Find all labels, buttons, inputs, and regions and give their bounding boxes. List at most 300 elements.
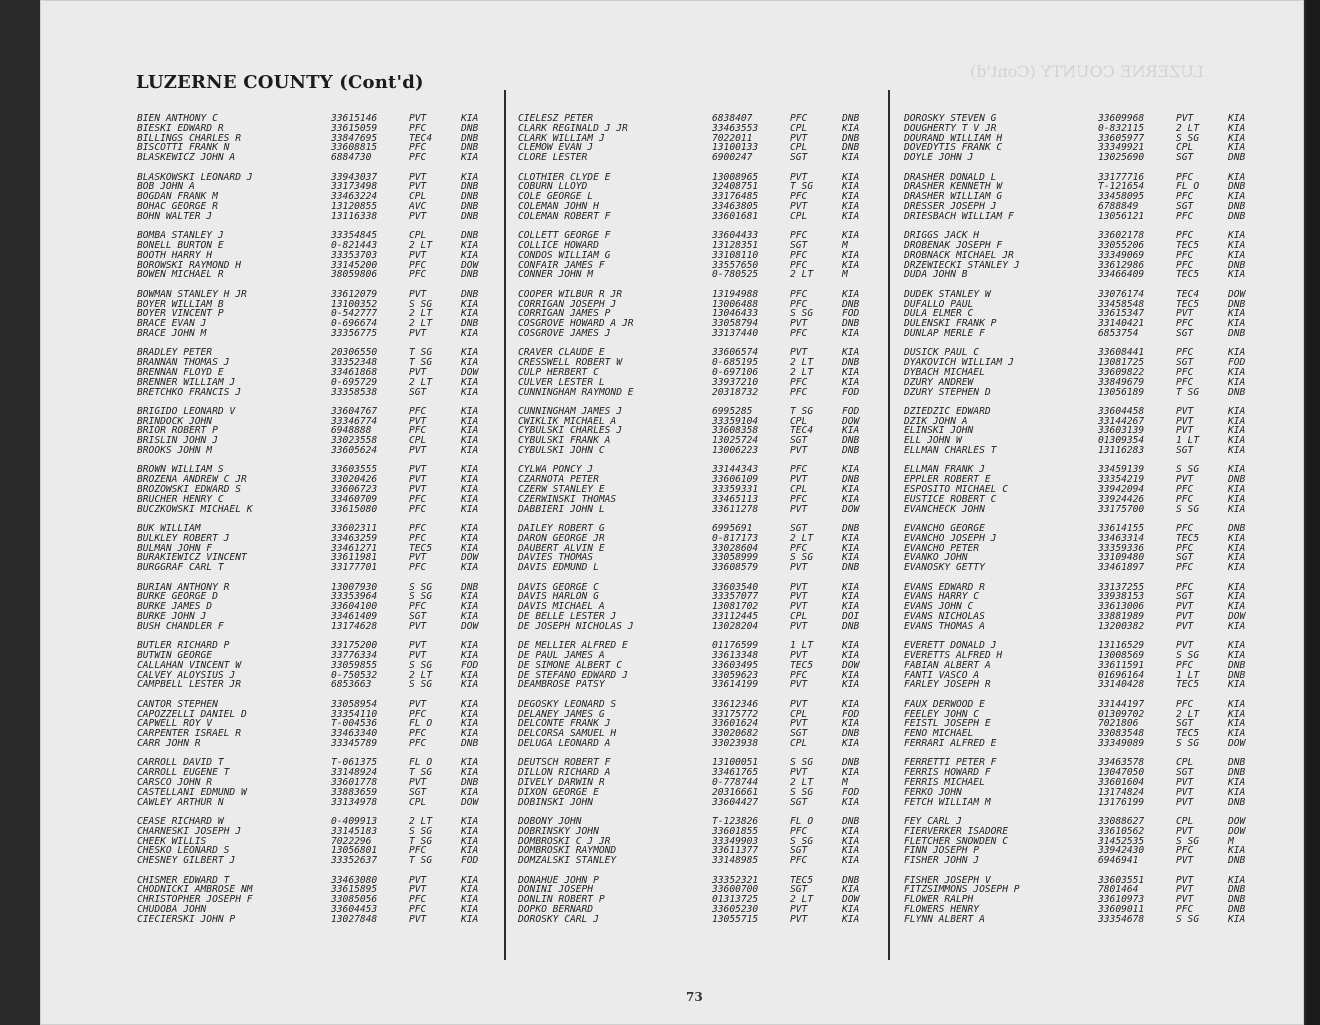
rank: 2 LT — [409, 376, 433, 388]
rank: PVT — [1176, 894, 1194, 906]
serial-number: 33463259 — [331, 532, 378, 544]
serial-number: 33148985 — [712, 855, 759, 867]
rank: S SG — [409, 581, 433, 593]
name: DRASHER DONALD L — [904, 171, 997, 183]
serial-number: 33349903 — [712, 835, 759, 847]
name: CRESSWELL ROBERT W — [518, 357, 622, 369]
status: KIA — [842, 718, 860, 730]
name: BURGGRAF CARL T — [137, 562, 224, 574]
name: CAWLEY ARTHUR N — [137, 796, 224, 808]
rank: SGT — [1176, 200, 1194, 212]
status: KIA — [461, 786, 479, 798]
serial-number: 13056189 — [1098, 386, 1145, 398]
rank: PVT — [409, 552, 427, 564]
status: DNB — [842, 620, 860, 632]
name: DOMBROSKI RAYMOND — [518, 845, 617, 857]
rank: S SG — [409, 298, 433, 310]
status: DNB — [1228, 669, 1246, 681]
status: KIA — [842, 679, 860, 691]
rank: TEC5 — [1176, 532, 1200, 544]
rank: S SG — [409, 825, 433, 837]
status: KIA — [461, 894, 479, 906]
status: DNB — [842, 728, 860, 740]
rank: T SG — [790, 181, 814, 193]
name: BURIAN ANTHONY R — [137, 581, 230, 593]
status: KIA — [1228, 493, 1246, 505]
status: DNB — [461, 288, 479, 300]
rank: PVT — [790, 620, 808, 632]
name: CHESKO LEONARD S — [137, 845, 230, 857]
name: BRACE JOHN M — [137, 327, 207, 339]
roster-group — [518, 173, 878, 222]
rank: PVT — [1176, 611, 1194, 623]
name: FANTI VASCO A — [904, 669, 980, 681]
rank: CPL — [409, 191, 427, 203]
status: DNB — [461, 200, 479, 212]
serial-number: 33058999 — [712, 552, 759, 564]
serial-number: 33354678 — [1098, 913, 1145, 925]
name: BRANNAN THOMAS J — [137, 357, 230, 369]
rank: PVT — [409, 445, 427, 457]
serial-number: 33601604 — [1098, 776, 1145, 788]
serial-number: 33173498 — [331, 181, 378, 193]
serial-number: 33615895 — [331, 884, 378, 896]
status: DNB — [1228, 327, 1246, 339]
serial-number: 33604453 — [331, 903, 378, 915]
rank: PVT — [1176, 601, 1194, 613]
serial-number: 33458095 — [1098, 191, 1145, 203]
name: DAVIS HARLON G — [518, 591, 599, 603]
name: DZIEDZIC EDWARD — [904, 405, 991, 417]
status: KIA — [461, 611, 479, 623]
roster-entry — [137, 270, 497, 280]
name: DE BELLE LESTER J — [518, 611, 617, 623]
serial-number: 0-817173 — [712, 532, 759, 544]
rank: 2 LT — [409, 239, 433, 251]
rank: SGT — [790, 728, 808, 740]
serial-number: 7801464 — [1098, 884, 1139, 896]
serial-number: 33356775 — [331, 327, 378, 339]
serial-number: 33463314 — [1098, 532, 1145, 544]
roster-group — [904, 524, 1264, 573]
serial-number: 33606723 — [331, 484, 378, 496]
rank: SGT — [409, 386, 427, 398]
roster-group — [137, 876, 497, 925]
serial-number: 33608579 — [712, 562, 759, 574]
rank: PVT — [1176, 474, 1194, 486]
name: BULMAN JOHN F — [137, 542, 213, 554]
name: BOHAC GEORGE R — [137, 200, 218, 212]
roster-entry — [904, 446, 1264, 456]
rank: 2 LT — [1176, 122, 1200, 134]
status: KIA — [461, 523, 479, 535]
rank: PVT — [1176, 620, 1194, 632]
rank: PVT — [790, 132, 808, 144]
status: KIA — [461, 835, 479, 847]
serial-number: 0-542777 — [331, 308, 378, 320]
status: KIA — [461, 171, 479, 183]
serial-number: 33023558 — [331, 435, 378, 447]
name: DIXON GEORGE E — [518, 786, 599, 798]
name: FENO MICHAEL — [904, 728, 974, 740]
name: DYBACH MICHAEL — [904, 366, 985, 378]
name: DUDEK STANLEY W — [904, 288, 991, 300]
serial-number: 0-832115 — [1098, 122, 1145, 134]
status: DNB — [1228, 757, 1246, 769]
name: CARROLL EUGENE T — [137, 767, 230, 779]
roster-entry — [137, 329, 497, 339]
name: DAUBERT ALVIN E — [518, 542, 605, 554]
rank: SGT — [790, 435, 808, 447]
name: BOYER VINCENT P — [137, 308, 224, 320]
rank: S SG — [1176, 835, 1200, 847]
name: CYLWA PONCY J — [518, 464, 594, 476]
name: BIESKI EDWARD R — [137, 122, 224, 134]
name: CZERWINSKI THOMAS — [518, 493, 617, 505]
status: KIA — [842, 640, 860, 652]
roster-group — [904, 407, 1264, 456]
rank: S SG — [790, 308, 814, 320]
roster-entry — [137, 153, 497, 163]
status: KIA — [1228, 191, 1246, 203]
rank: T SG — [1176, 386, 1200, 398]
name: EVANS HARRY C — [904, 591, 980, 603]
serial-number: 13025724 — [712, 435, 759, 447]
name: DEGOSKY LEONARD S — [518, 698, 617, 710]
name: EVANS JOHN C — [904, 601, 974, 613]
rank: FL O — [409, 718, 433, 730]
name: ELINSKI JOHN — [904, 425, 974, 437]
rank: PVT — [790, 171, 808, 183]
rank: PVT — [1176, 884, 1194, 896]
status: KIA — [461, 298, 479, 310]
status: KIA — [461, 308, 479, 320]
status: KIA — [842, 581, 860, 593]
rank: PFC — [1176, 845, 1194, 857]
rank: PVT — [790, 698, 808, 710]
serial-number: 33085056 — [331, 894, 378, 906]
status: DNB — [1228, 884, 1246, 896]
status: DNB — [1228, 200, 1246, 212]
status: KIA — [1228, 562, 1246, 574]
rank: 1 LT — [790, 640, 814, 652]
status: DOW — [461, 259, 479, 271]
status: DNB — [1228, 894, 1246, 906]
roster-entry — [904, 622, 1264, 632]
roster-group — [518, 348, 878, 397]
name: CZARNOTA PETER — [518, 474, 599, 486]
serial-number: 33357077 — [712, 591, 759, 603]
name: DELANEY JAMES G — [518, 708, 605, 720]
serial-number: 33023938 — [712, 737, 759, 749]
serial-number: 33601855 — [712, 825, 759, 837]
name: BRUCHER HENRY C — [137, 493, 224, 505]
serial-number: 13116283 — [1098, 445, 1145, 457]
name: DIVELY DARWIN R — [518, 776, 605, 788]
status: KIA — [461, 152, 479, 164]
rank: PVT — [1176, 796, 1194, 808]
rank: SGT — [409, 611, 427, 623]
serial-number: 33612079 — [331, 288, 378, 300]
status: KIA — [461, 718, 479, 730]
roster-group — [904, 583, 1264, 632]
name: DE SIMONE ALBERT C — [518, 659, 622, 671]
name: FAUX DERWOOD E — [904, 698, 985, 710]
roster-group — [518, 524, 878, 573]
name: EPPLER ROBERT E — [904, 474, 991, 486]
serial-number: 33942430 — [1098, 845, 1145, 857]
status: KIA — [1228, 249, 1246, 261]
name: DAVIS GEORGE C — [518, 581, 599, 593]
roster-entry — [904, 505, 1264, 515]
serial-number: 33176485 — [712, 191, 759, 203]
status: KIA — [842, 259, 860, 271]
serial-number: 13174628 — [331, 620, 378, 632]
rank: TEC5 — [409, 542, 433, 554]
name: DE MELLIER ALFRED E — [518, 640, 628, 652]
status: KIA — [461, 327, 479, 339]
rank: PFC — [1176, 562, 1194, 574]
roster-group — [904, 758, 1264, 807]
rank: PFC — [1176, 249, 1194, 261]
serial-number: 33615347 — [1098, 308, 1145, 320]
rank: PFC — [790, 259, 808, 271]
serial-number: 33606109 — [712, 474, 759, 486]
rank: 2 LT — [1176, 708, 1200, 720]
status: DNB — [842, 142, 860, 154]
serial-number: 33148924 — [331, 767, 378, 779]
rank: PVT — [790, 200, 808, 212]
serial-number: 33359331 — [712, 484, 759, 496]
status: KIA — [461, 728, 479, 740]
name: DRIGGS JACK H — [904, 230, 980, 242]
rank: SGT — [1176, 767, 1194, 779]
name: EVANCHO GEORGE — [904, 523, 985, 535]
roster-group — [518, 407, 878, 456]
status: KIA — [1228, 552, 1246, 564]
name: BURKE JOHN J — [137, 611, 207, 623]
status: KIA — [461, 493, 479, 505]
name: DRESSER JOSEPH J — [904, 200, 997, 212]
rank: PVT — [790, 347, 808, 359]
roster-entry — [137, 563, 497, 573]
serial-number: 33461409 — [331, 611, 378, 623]
serial-number: 6853754 — [1098, 327, 1139, 339]
status: DOW — [1228, 737, 1246, 749]
name: CAMPBELL LESTER JR — [137, 679, 241, 691]
serial-number: 13006223 — [712, 445, 759, 457]
serial-number: 33353964 — [331, 591, 378, 603]
status: KIA — [842, 903, 860, 915]
roster-entry — [518, 153, 878, 163]
rank: PVT — [1176, 308, 1194, 320]
rank: SGT — [1176, 552, 1194, 564]
roster-entry — [904, 680, 1264, 690]
name: CONFAIR JAMES F — [518, 259, 605, 271]
status: KIA — [1228, 620, 1246, 632]
roster-group — [518, 817, 878, 866]
roster-entry — [137, 915, 497, 925]
serial-number: 33458548 — [1098, 298, 1145, 310]
name: CORRIGAN JAMES P — [518, 308, 611, 320]
status: DNB — [1228, 474, 1246, 486]
rank: PFC — [790, 855, 808, 867]
rank: CPL — [790, 737, 808, 749]
status: DNB — [842, 874, 860, 886]
rank: T SG — [409, 347, 433, 359]
serial-number: 33601624 — [712, 718, 759, 730]
status: KIA — [1228, 581, 1246, 593]
status: DNB — [1228, 903, 1246, 915]
name: BRISLIN JOHN J — [137, 435, 218, 447]
roster-group — [137, 465, 497, 514]
roster-entry — [904, 270, 1264, 280]
status: KIA — [842, 200, 860, 212]
rank: S SG — [409, 679, 433, 691]
rank: TEC5 — [1176, 679, 1200, 691]
serial-number: 33613006 — [1098, 601, 1145, 613]
roster-entry — [518, 388, 878, 398]
serial-number: 33609011 — [1098, 903, 1145, 915]
rank: 2 LT — [790, 894, 814, 906]
name: DRIESBACH WILLIAM F — [904, 210, 1014, 222]
rank: PFC — [409, 269, 427, 281]
serial-number: 33020682 — [712, 728, 759, 740]
serial-number: 33776334 — [331, 650, 378, 661]
roster-group — [137, 173, 497, 222]
serial-number: 33849679 — [1098, 376, 1145, 388]
status: KIA — [461, 562, 479, 574]
serial-number: 33358538 — [331, 386, 378, 398]
rank: SGT — [790, 884, 808, 896]
rank: 2 LT — [409, 318, 433, 330]
roster-group — [137, 290, 497, 339]
serial-number: 33466409 — [1098, 269, 1145, 281]
scan-edge — [1306, 0, 1320, 1025]
serial-number: 6853663 — [331, 679, 372, 691]
serial-number: 13006488 — [712, 298, 759, 310]
serial-number: 6995285 — [712, 405, 753, 417]
column-divider — [888, 90, 890, 960]
rank: PFC — [1176, 523, 1194, 535]
roster-entry — [518, 739, 878, 749]
status: FOD — [1228, 357, 1246, 369]
status: KIA — [842, 835, 860, 847]
serial-number: 6995691 — [712, 523, 753, 535]
serial-number: 33602311 — [331, 523, 378, 535]
status: KIA — [461, 903, 479, 915]
status: KIA — [1228, 122, 1246, 134]
rank: PVT — [409, 640, 427, 652]
roster-entry — [137, 739, 497, 749]
serial-number: 13128351 — [712, 239, 759, 251]
serial-number: 33881989 — [1098, 611, 1145, 623]
name: ELL JOHN W — [904, 435, 962, 447]
serial-number: 33349069 — [1098, 249, 1145, 261]
status: KIA — [461, 376, 479, 388]
serial-number: 33352321 — [712, 874, 759, 886]
status: KIA — [842, 230, 860, 242]
name: DOURAND WILLIAM H — [904, 132, 1003, 144]
roster-group — [137, 817, 497, 866]
status: DNB — [842, 474, 860, 486]
status: DNB — [842, 815, 860, 827]
serial-number: 6838407 — [712, 113, 753, 124]
status: KIA — [842, 796, 860, 808]
serial-number: 33614155 — [1098, 523, 1145, 535]
status: KIA — [461, 601, 479, 613]
status: KIA — [461, 650, 479, 661]
name: CHESNEY GILBERT J — [137, 855, 236, 867]
name: COLEMAN ROBERT F — [518, 210, 611, 222]
name: CYBULSKI CHARLES J — [518, 425, 622, 437]
name: CARPENTER ISRAEL R — [137, 728, 241, 740]
status: KIA — [1228, 239, 1246, 251]
name: BUCZKOWSKI MICHAEL K — [137, 503, 253, 515]
serial-number: 33134978 — [331, 796, 378, 808]
rank: PFC — [790, 464, 808, 476]
name: BURKE JAMES D — [137, 601, 213, 613]
roster-entry — [518, 212, 878, 222]
roster-entry — [518, 505, 878, 515]
name: CHUDOBA JOHN — [137, 903, 207, 915]
name: DONLIN ROBERT P — [518, 894, 605, 906]
name: CALVEY ALOYSIUS J — [137, 669, 236, 681]
serial-number: 33076174 — [1098, 288, 1145, 300]
serial-number: 13008569 — [1098, 650, 1145, 661]
serial-number: 33463553 — [712, 122, 759, 134]
name: DULENSKI FRANK P — [904, 318, 997, 330]
rank: PFC — [409, 737, 427, 749]
serial-number: 13056801 — [331, 845, 378, 857]
name: EVANS NICHOLAS — [904, 611, 985, 623]
status: KIA — [842, 425, 860, 437]
name: COLLICE HOWARD — [518, 239, 599, 251]
serial-number: 13120855 — [331, 200, 378, 212]
status: KIA — [461, 435, 479, 447]
serial-number: 33175700 — [1098, 503, 1145, 515]
name: COSGROVE HOWARD A JR — [518, 318, 634, 330]
rank: S SG — [1176, 737, 1200, 749]
status: DNB — [1228, 855, 1246, 867]
serial-number: 13056121 — [1098, 210, 1145, 222]
status: KIA — [1228, 366, 1246, 378]
serial-number: 33847695 — [331, 132, 378, 144]
roster-group — [904, 173, 1264, 222]
roster-entry — [518, 622, 878, 632]
rank: CPL — [790, 611, 808, 623]
rank: SGT — [409, 786, 427, 798]
serial-number: 33612346 — [712, 698, 759, 710]
serial-number: 33463340 — [331, 728, 378, 740]
serial-number: 33615146 — [331, 113, 378, 124]
rank: PVT — [790, 679, 808, 691]
serial-number: 0-778744 — [712, 776, 759, 788]
rank: CPL — [1176, 815, 1194, 827]
roster-group — [518, 641, 878, 690]
status: KIA — [1228, 376, 1246, 388]
roster-entry — [904, 739, 1264, 749]
status: KIA — [1228, 718, 1246, 730]
rank: S SG — [1176, 913, 1200, 925]
name: CZERW STANLEY E — [518, 484, 605, 496]
status: KIA — [842, 825, 860, 837]
serial-number: 20318732 — [712, 386, 759, 398]
status: KIA — [461, 542, 479, 554]
name: FERRARI ALFRED E — [904, 737, 997, 749]
serial-number: 33354110 — [331, 708, 378, 720]
rank: PVT — [790, 474, 808, 486]
